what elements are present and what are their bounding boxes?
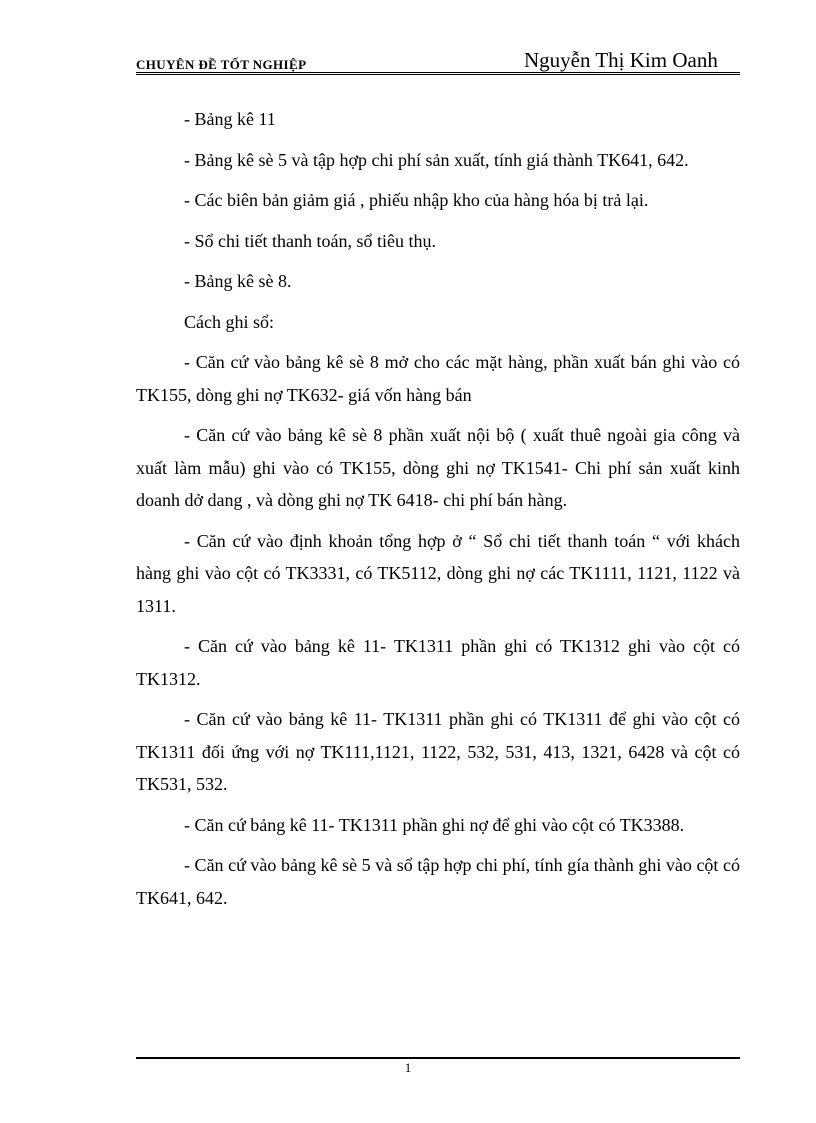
footer-divider xyxy=(136,1057,740,1059)
paragraph: - Căn cứ vào bảng kê 11- TK1311 phần ghi có TK1311 để ghi vào cột có TK1311 đối ứng với nợ TK111,1121, 1122, 532, 531, 413, 1321, 6428 và cột có TK531, 532. xyxy=(136,709,740,794)
paragraph: - Căn cứ vào định khoản tổng hợp ở “ Sổ chi tiết thanh toán “ với khách hàng ghi vào cột có TK3331, có TK5112, dòng ghi nợ các TK1111, 1121, 1122 và 1311. xyxy=(136,530,740,616)
paragraph: - Bảng kê sè 8. xyxy=(184,271,292,291)
paragraph: Cách ghi sổ: xyxy=(184,311,274,332)
document-body xyxy=(136,103,740,922)
paragraph: - Sổ chi tiết thanh toán, sổ tiêu thụ. xyxy=(184,230,436,251)
paragraph: - Căn cứ bảng kê 11- TK1311 phần ghi nợ để ghi vào cột có TK3388. xyxy=(184,814,685,835)
header-divider xyxy=(136,72,740,75)
page-number: 1 xyxy=(404,1060,412,1075)
paragraph: - Bảng kê sè 5 và tập hợp chi phí sản xuất, tính giá thành TK641, 642. xyxy=(184,149,689,170)
header-title: CHUYÊN ĐỀ TỐT NGHIỆP xyxy=(136,57,307,72)
paragraph: - Căn cứ vào bảng kê 11- TK1311 phần ghi có TK1312 ghi vào cột có TK1312. xyxy=(136,636,740,689)
paragraph: - Căn cứ vào bảng kê sè 8 phần xuất nội bộ ( xuất thuê ngoài gia công và xuất làm mẫu) ghi vào có TK155, dòng ghi nợ TK1541- Chi phí sản xuất kinh doanh dở dang , và dòng ghi nợ TK 6418- chi phí bán hàng. xyxy=(136,425,740,510)
paragraph: - Các biên bản giảm giá , phiếu nhập kho của hàng hóa bị trả lại. xyxy=(184,190,649,210)
paragraph: - Bảng kê 11 xyxy=(184,109,276,129)
paragraph: - Căn cứ vào bảng kê sè 8 mở cho các mặt hàng, phần xuất bán ghi vào có TK155, dòng ghi nợ TK632- giá vốn hàng bán xyxy=(136,352,740,405)
paragraph: - Căn cứ vào bảng kê sè 5 và sổ tập hợp chi phí, tính gía thành ghi vào cột có TK641, 642. xyxy=(136,855,740,908)
header-author: Nguyễn Thị Kim Oanh xyxy=(524,48,718,72)
